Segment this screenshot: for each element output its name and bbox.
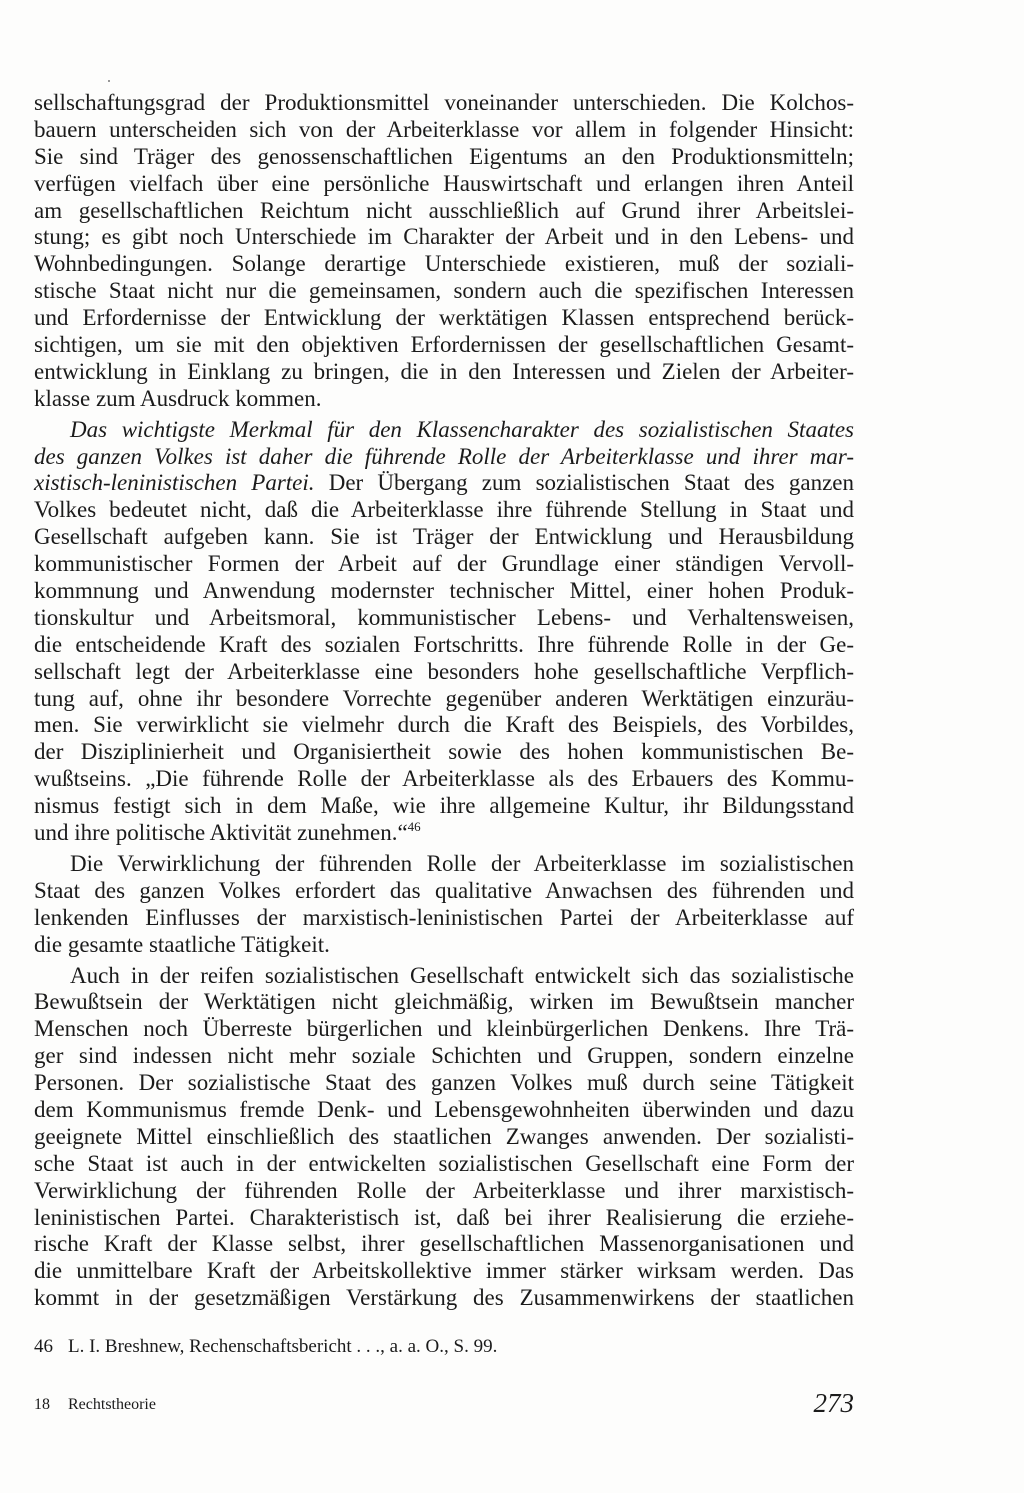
text-line (34, 1070, 854, 1097)
text-line (34, 251, 854, 278)
text-line (34, 551, 854, 578)
signature-number: 18 (34, 1396, 50, 1413)
scan-speck (108, 80, 110, 82)
text-run: lenkenden Einflusses der marxistisch-leninistischen Partei der Arbeiterklasse auf (34, 904, 854, 930)
text-line (34, 820, 854, 847)
footnote-text: L. I. Breshnew, Rechenschaftsbericht . . ., a. a. O., S. 99. (68, 1336, 498, 1357)
text-run: Verwirklichung der führenden Rolle der Arbeiterklasse und ihrer marxistisch- (34, 1177, 854, 1203)
text-run: Volkes bedeutet nicht, daß die Arbeiterklasse ihre führende Stellung in Staat und (34, 497, 854, 523)
text-line (34, 989, 854, 1016)
text-line (34, 305, 854, 332)
text-run: rische Kraft der Klasse selbst, ihrer gesellschaftlichen Massenorganisationen und (34, 1231, 854, 1257)
text-run: die gesamte staatliche Tätigkeit. (34, 931, 330, 957)
text-run: die unmittelbare Kraft der Arbeitskollektive immer stärker wirksam werden. Das (34, 1258, 854, 1284)
text-line (34, 766, 854, 793)
text-line (34, 712, 854, 739)
text-run: die entscheidende Kraft des sozialen Fortschritts. Ihre führende Rolle in der Ge- (34, 631, 854, 657)
text-line (34, 497, 854, 524)
text-line (34, 90, 854, 117)
footnote-reference: 46 (407, 819, 421, 835)
text-line (34, 878, 854, 905)
text-line (34, 793, 854, 820)
text-line (34, 605, 854, 632)
text-line (34, 1016, 854, 1043)
paragraph (34, 851, 854, 959)
text-line (34, 359, 854, 386)
text-run: verfügen vielfach über eine persönliche Hauswirtschaft und erlangen ihren Anteil (34, 170, 854, 196)
text-run: nismus festigt sich in dem Maße, wie ihre allgemeine Kultur, ihr Bildungsstand (34, 793, 854, 819)
footnote-46 (34, 1335, 497, 1359)
text-line (34, 659, 854, 686)
text-run: Sie sind Träger des genossenschaftlichen Eigentums an den Produktionsmitteln; (34, 143, 854, 169)
text-line (34, 386, 854, 413)
text-line (34, 851, 854, 878)
text-run: sellschaft legt der Arbeiterklasse eine besonders hohe gesellschaftliche Verpflich- (34, 658, 854, 684)
text-line (34, 632, 854, 659)
text-run: des ganzen Volkes ist daher die führende Rolle der Arbeiterklasse und ihrer mar- (34, 443, 854, 469)
text-run: am gesellschaftlichen Reichtum nicht ausschließlich auf Grund ihrer Arbeitslei- (34, 197, 854, 223)
text-run: stung; es gibt noch Unterschiede im Charakter der Arbeit und in den Lebens- und (34, 224, 854, 250)
text-run: Bewußtsein der Werktätigen nicht gleichmäßig, wirken im Bewußtsein mancher (34, 989, 854, 1015)
text-run: der Disziplinierheit und Organisiertheit sowie des hohen kommunistischen Be- (34, 739, 854, 765)
text-line (34, 1097, 854, 1124)
text-line (34, 470, 854, 497)
text-line (34, 144, 854, 171)
text-run: sche Staat ist auch in der entwickelten sozialistischen Gesellschaft eine Form der (34, 1150, 854, 1176)
text-line (34, 963, 854, 990)
text-run: Auch in der reifen sozialistischen Gesellschaft entwickelt sich das sozialistische (70, 962, 854, 988)
text-line (34, 417, 854, 444)
text-run: Personen. Der sozialistische Staat des ganzen Volkes muß durch seine Tätigkeit (34, 1070, 854, 1096)
body-text (34, 90, 854, 1312)
text-run: kommnung und Anwendung modernster technischer Mittel, einer hohen Produk- (34, 578, 854, 604)
text-line (34, 1178, 854, 1205)
text-line (34, 1258, 854, 1285)
text-run: tionskultur und Arbeitsmoral, kommunistischer Lebens- und Verhaltensweisen, (34, 604, 854, 630)
text-run: kommunistischer Formen der Arbeit auf der Grundlage einer ständigen Vervoll- (34, 551, 854, 577)
text-line (34, 224, 854, 251)
text-line (34, 739, 854, 766)
text-run: Staat des ganzen Volkes erfordert das qualitative Anwachsen des führenden und (34, 877, 854, 903)
text-run: Das wichtigste Merkmal für den Klassencharakter des sozialistischen Staates (70, 416, 854, 442)
text-run: leninistischen Partei. Charakteristisch ist, daß bei ihrer Realisierung die erziehe- (34, 1204, 854, 1230)
text-run: klasse zum Ausdruck kommen. (34, 385, 322, 411)
text-line (34, 686, 854, 713)
text-run: und ihre politische Aktivität zunehmen.“ (34, 820, 408, 846)
text-line (34, 1205, 854, 1232)
text-line (34, 278, 854, 305)
text-run: Gesellschaft aufgeben kann. Sie ist Träger der Entwicklung und Herausbildung (34, 524, 854, 550)
paragraph (34, 417, 854, 847)
text-run: sellschaftungsgrad der Produktionsmittel voneinander unterschieden. Die Kolchos- (34, 90, 854, 115)
text-line (34, 578, 854, 605)
text-run: bauern unterscheiden sich von der Arbeiterklasse vor allem in folgender Hinsicht: (34, 116, 854, 142)
text-run: Wohnbedingungen. Solange derartige Unterschiede existieren, muß der soziali- (34, 251, 854, 277)
text-line (34, 1151, 854, 1178)
text-line (34, 1124, 854, 1151)
text-run: sichtigen, um sie mit den objektiven Erfordernissen der gesellschaftlichen Gesamt- (34, 332, 854, 358)
signature-mark (34, 1396, 156, 1414)
text-run: Die Verwirklichung der führenden Rolle der Arbeiterklasse im sozialistischen (70, 850, 854, 876)
text-line (34, 524, 854, 551)
text-run: ger sind indessen nicht mehr soziale Schichten und Gruppen, sondern einzelne (34, 1043, 854, 1069)
page-number: 273 (813, 1388, 854, 1418)
text-run: stische Staat nicht nur die gemeinsamen, sondern auch die spezifischen Interessen (34, 278, 854, 304)
text-run: Der Übergang zum sozialistischen Staat des ganzen (314, 470, 854, 496)
text-line (34, 198, 854, 225)
text-line (34, 444, 854, 471)
text-line (34, 1285, 854, 1312)
text-line (34, 332, 854, 359)
text-run: geeignete Mittel einschließlich des staatlichen Zwanges anwenden. Der sozialisti- (34, 1123, 854, 1149)
text-run: und Erfordernisse der Entwicklung der werktätigen Klassen entsprechend berück- (34, 305, 854, 331)
text-run: entwicklung in Einklang zu bringen, die in den Interessen und Zielen der Arbeiter- (34, 358, 854, 384)
text-run: wußtseins. „Die führende Rolle der Arbeiterklasse als des Erbauers des Kommu- (34, 766, 854, 792)
text-line (34, 1043, 854, 1070)
text-line (34, 932, 854, 959)
text-line (34, 117, 854, 144)
page-footer (34, 1388, 854, 1422)
text-run: kommt in der gesetzmäßigen Verstärkung des Zusammenwirkens der staatlichen (34, 1285, 854, 1311)
text-line (34, 1231, 854, 1258)
signature-label: Rechtstheorie (68, 1396, 156, 1413)
text-run: dem Kommunismus fremde Denk- und Lebensgewohnheiten überwinden und dazu (34, 1096, 854, 1122)
paragraph (34, 90, 854, 413)
text-run: men. Sie verwirklicht sie vielmehr durch die Kraft des Beispiels, des Vorbildes, (34, 712, 854, 738)
text-line (34, 905, 854, 932)
footnote-number: 46 (34, 1336, 53, 1357)
text-line (34, 171, 854, 198)
text-run: Menschen noch Überreste bürgerlichen und kleinbürgerlichen Denkens. Ihre Trä- (34, 1016, 854, 1042)
paragraph (34, 963, 854, 1313)
text-run: tung auf, ohne ihr besondere Vorrechte gegenüber anderen Werktätigen einzuräu- (34, 685, 854, 711)
text-run: xistisch-leninistischen Partei. (34, 470, 315, 496)
